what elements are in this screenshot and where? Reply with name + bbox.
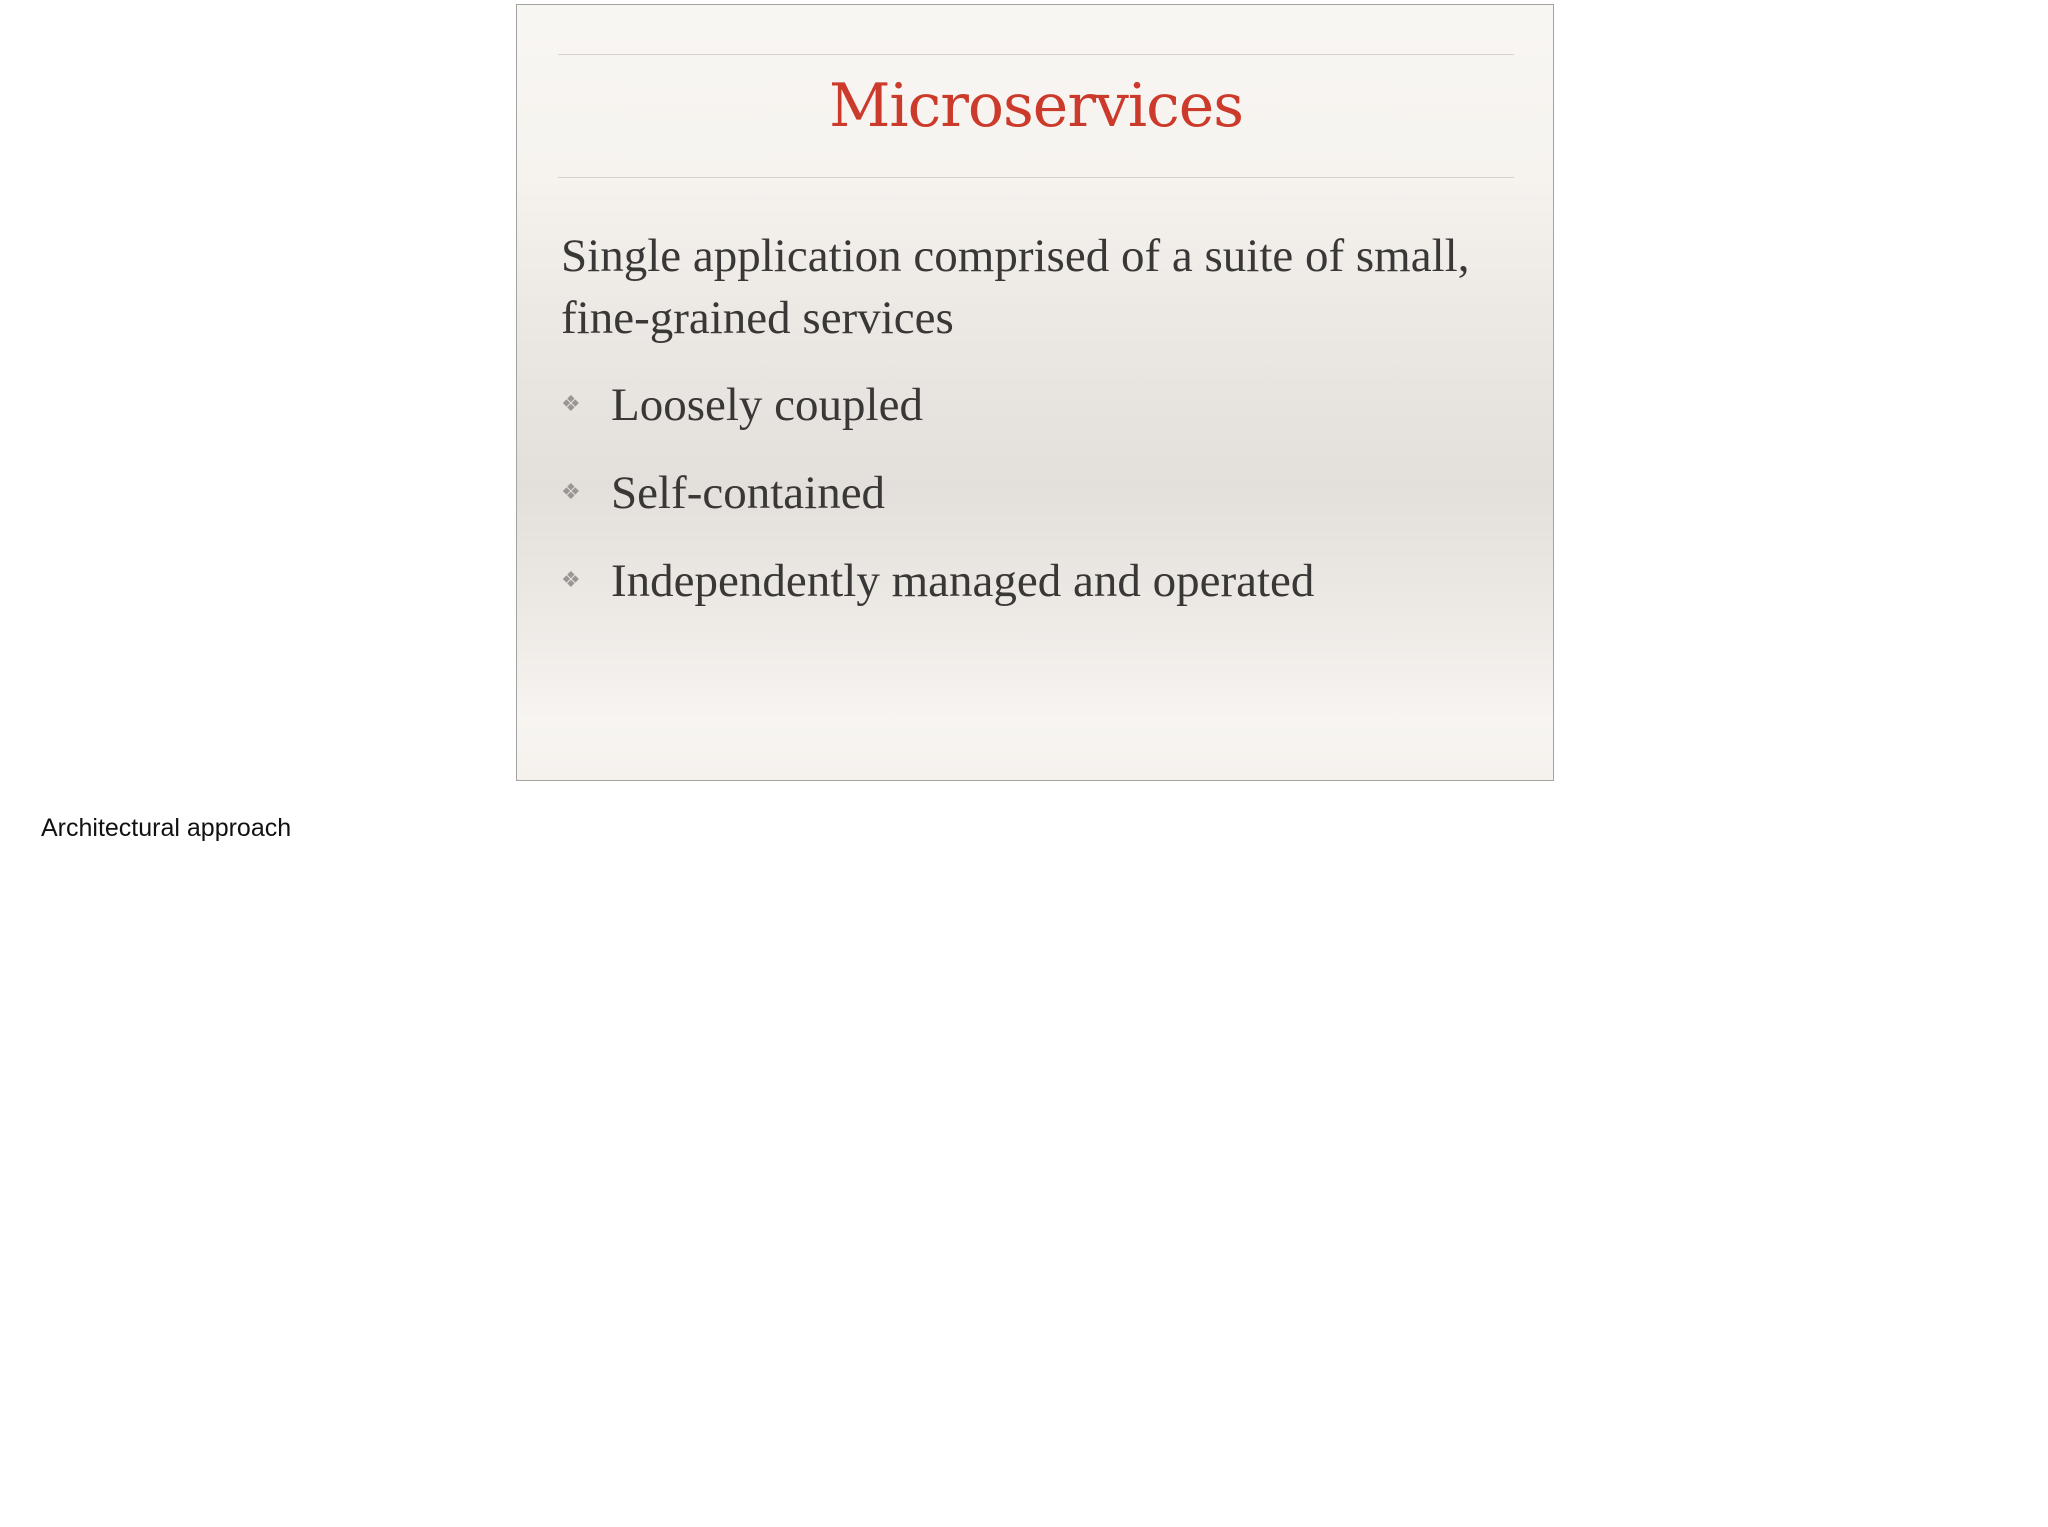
bullet-item <box>561 370 1521 458</box>
slide-title: Microservices <box>828 71 1243 141</box>
bullet-list <box>561 370 1521 634</box>
bullet-item <box>561 458 1521 546</box>
bullet-text: Self-contained <box>611 467 886 519</box>
title-top-divider <box>558 54 1514 55</box>
bullet-item <box>561 546 1521 634</box>
slide <box>516 4 1554 781</box>
bullet-text: Independently managed and operated <box>611 555 1315 607</box>
slide-intro-text: Single application comprised of a suite of small, fine-grained services <box>561 230 1470 344</box>
diamond-ornament-icon: ❖ <box>561 392 581 417</box>
diamond-ornament-icon: ❖ <box>561 480 581 505</box>
title-bottom-divider <box>558 177 1514 178</box>
diamond-ornament-icon: ❖ <box>561 568 581 593</box>
bullet-text: Loosely coupled <box>611 379 923 431</box>
speaker-notes: Architectural approach <box>41 814 292 842</box>
